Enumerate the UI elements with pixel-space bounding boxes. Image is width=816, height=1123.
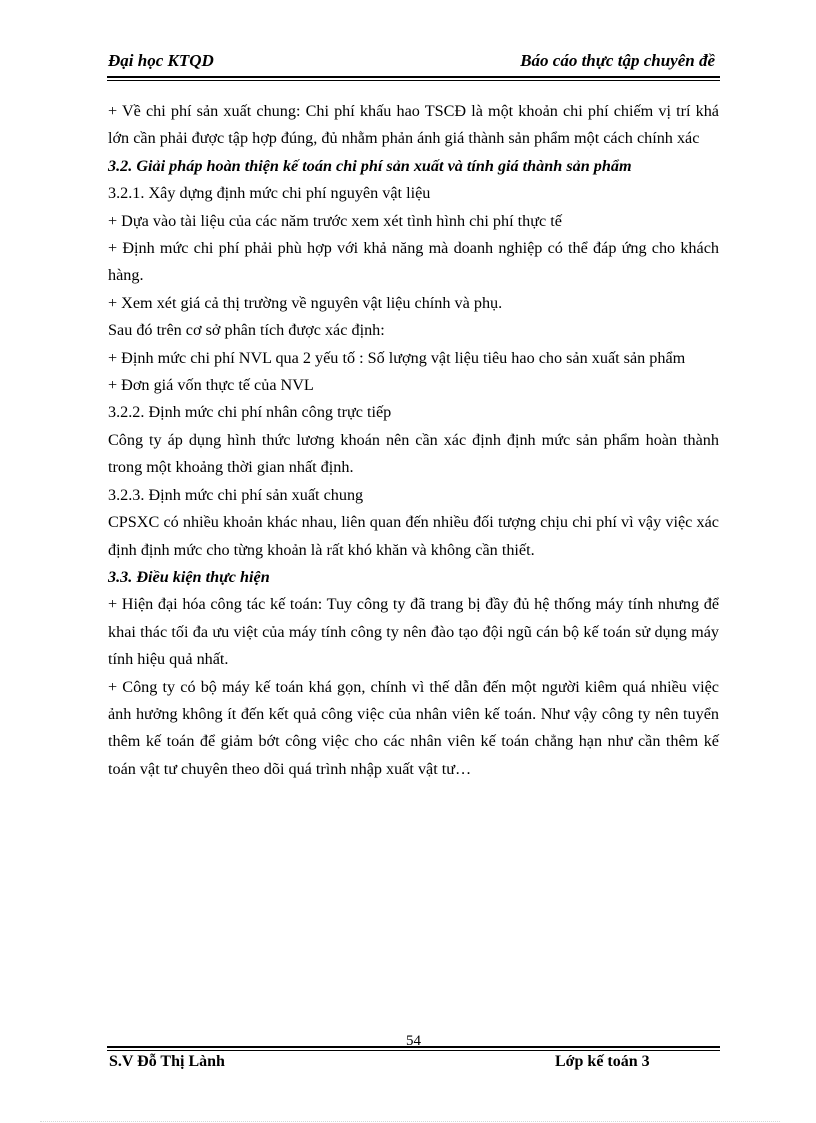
paragraph: Công ty áp dụng hình thức lương khoán nên cần xác định định mức sản phẩm hoàn thành trong một khoảng thời gian nhất định.	[108, 430, 719, 477]
document-body	[108, 98, 719, 783]
paragraph: + Công ty có bộ máy kế toán khá gọn, chính vì thế dẫn đến một người kiêm quá nhiều việc ảnh hưởng không ít đến kết quả công việc của nhân viên kế toán. Như vậy công ty nên tuyển thêm kế toán để giảm bớt công việc cho các nhân viên kế toán chẳng hạn như cần thêm kế toán vật tư chuyên theo dõi quá trình nhập xuất vật tư…	[108, 677, 719, 778]
header-rule-thin	[107, 80, 720, 81]
header-left-title: Đại học KTQD	[108, 51, 214, 70]
subsection-3-2-1: 3.2.1. Xây dựng định mức chi phí nguyên vật liệu	[108, 184, 431, 203]
section-heading-3-3: 3.3. Điều kiện thực hiện	[108, 567, 270, 586]
paragraph: + Hiện đại hóa công tác kế toán: Tuy công ty đã trang bị đầy đủ hệ thống máy tính nhưng để khai thác tối đa ưu việt của máy tính công ty nên đào tạo đội ngũ cán bộ kế toán sử dụng máy tính hiệu quả nhất.	[108, 595, 719, 669]
footer-author: S.V Đỗ Thị Lành	[109, 1053, 225, 1070]
page-edge-dots	[40, 1121, 780, 1122]
paragraph: + Về chi phí sản xuất chung: Chi phí khấu hao TSCĐ là một khoản chi phí chiếm vị trí khá lớn cần phải được tập hợp đúng, đủ nhằm phản ánh giá thành sản phẩm một cách chính xác	[108, 102, 719, 148]
footer-rule-thick	[107, 1046, 720, 1048]
paragraph: + Xem xét giá cả thị trường về nguyên vật liệu chính và phụ.	[108, 293, 503, 312]
paragraph: + Đơn giá vốn thực tế của NVL	[108, 376, 314, 395]
paragraph: + Định mức chi phí phải phù hợp với khả năng mà doanh nghiệp có thể đáp ứng cho khách hàng.	[108, 239, 719, 285]
subsection-3-2-2: 3.2.2. Định mức chi phí nhân công trực tiếp	[108, 403, 392, 422]
footer-class: Lớp kế toán 3	[555, 1053, 650, 1070]
paragraph: Sau đó trên cơ sở phân tích được xác định:	[108, 321, 385, 340]
paragraph: + Dựa vào tài liệu của các năm trước xem xét tình hình chi phí thực tế	[108, 211, 562, 230]
footer-rule-thin	[107, 1050, 720, 1051]
subsection-3-2-3: 3.2.3. Định mức chi phí sản xuất chung	[108, 485, 364, 504]
section-heading-3-2: 3.2. Giải pháp hoàn thiện kế toán chi phí sản xuất và tính giá thành sản phẩm	[108, 156, 632, 175]
header-rule-thick	[107, 76, 720, 78]
page-number: 54	[406, 1033, 421, 1049]
paragraph: CPSXC có nhiều khoản khác nhau, liên quan đến nhiều đối tượng chịu chi phí vì vậy việc xác định định mức cho từng khoản là rất khó khăn và không cần thiết.	[108, 513, 719, 559]
paragraph: + Định mức chi phí NVL qua 2 yếu tố : Số lượng vật liệu tiêu hao cho sản xuất sản phẩm	[108, 348, 686, 367]
header-right-title: Báo cáo thực tập chuyên đề	[520, 51, 715, 70]
